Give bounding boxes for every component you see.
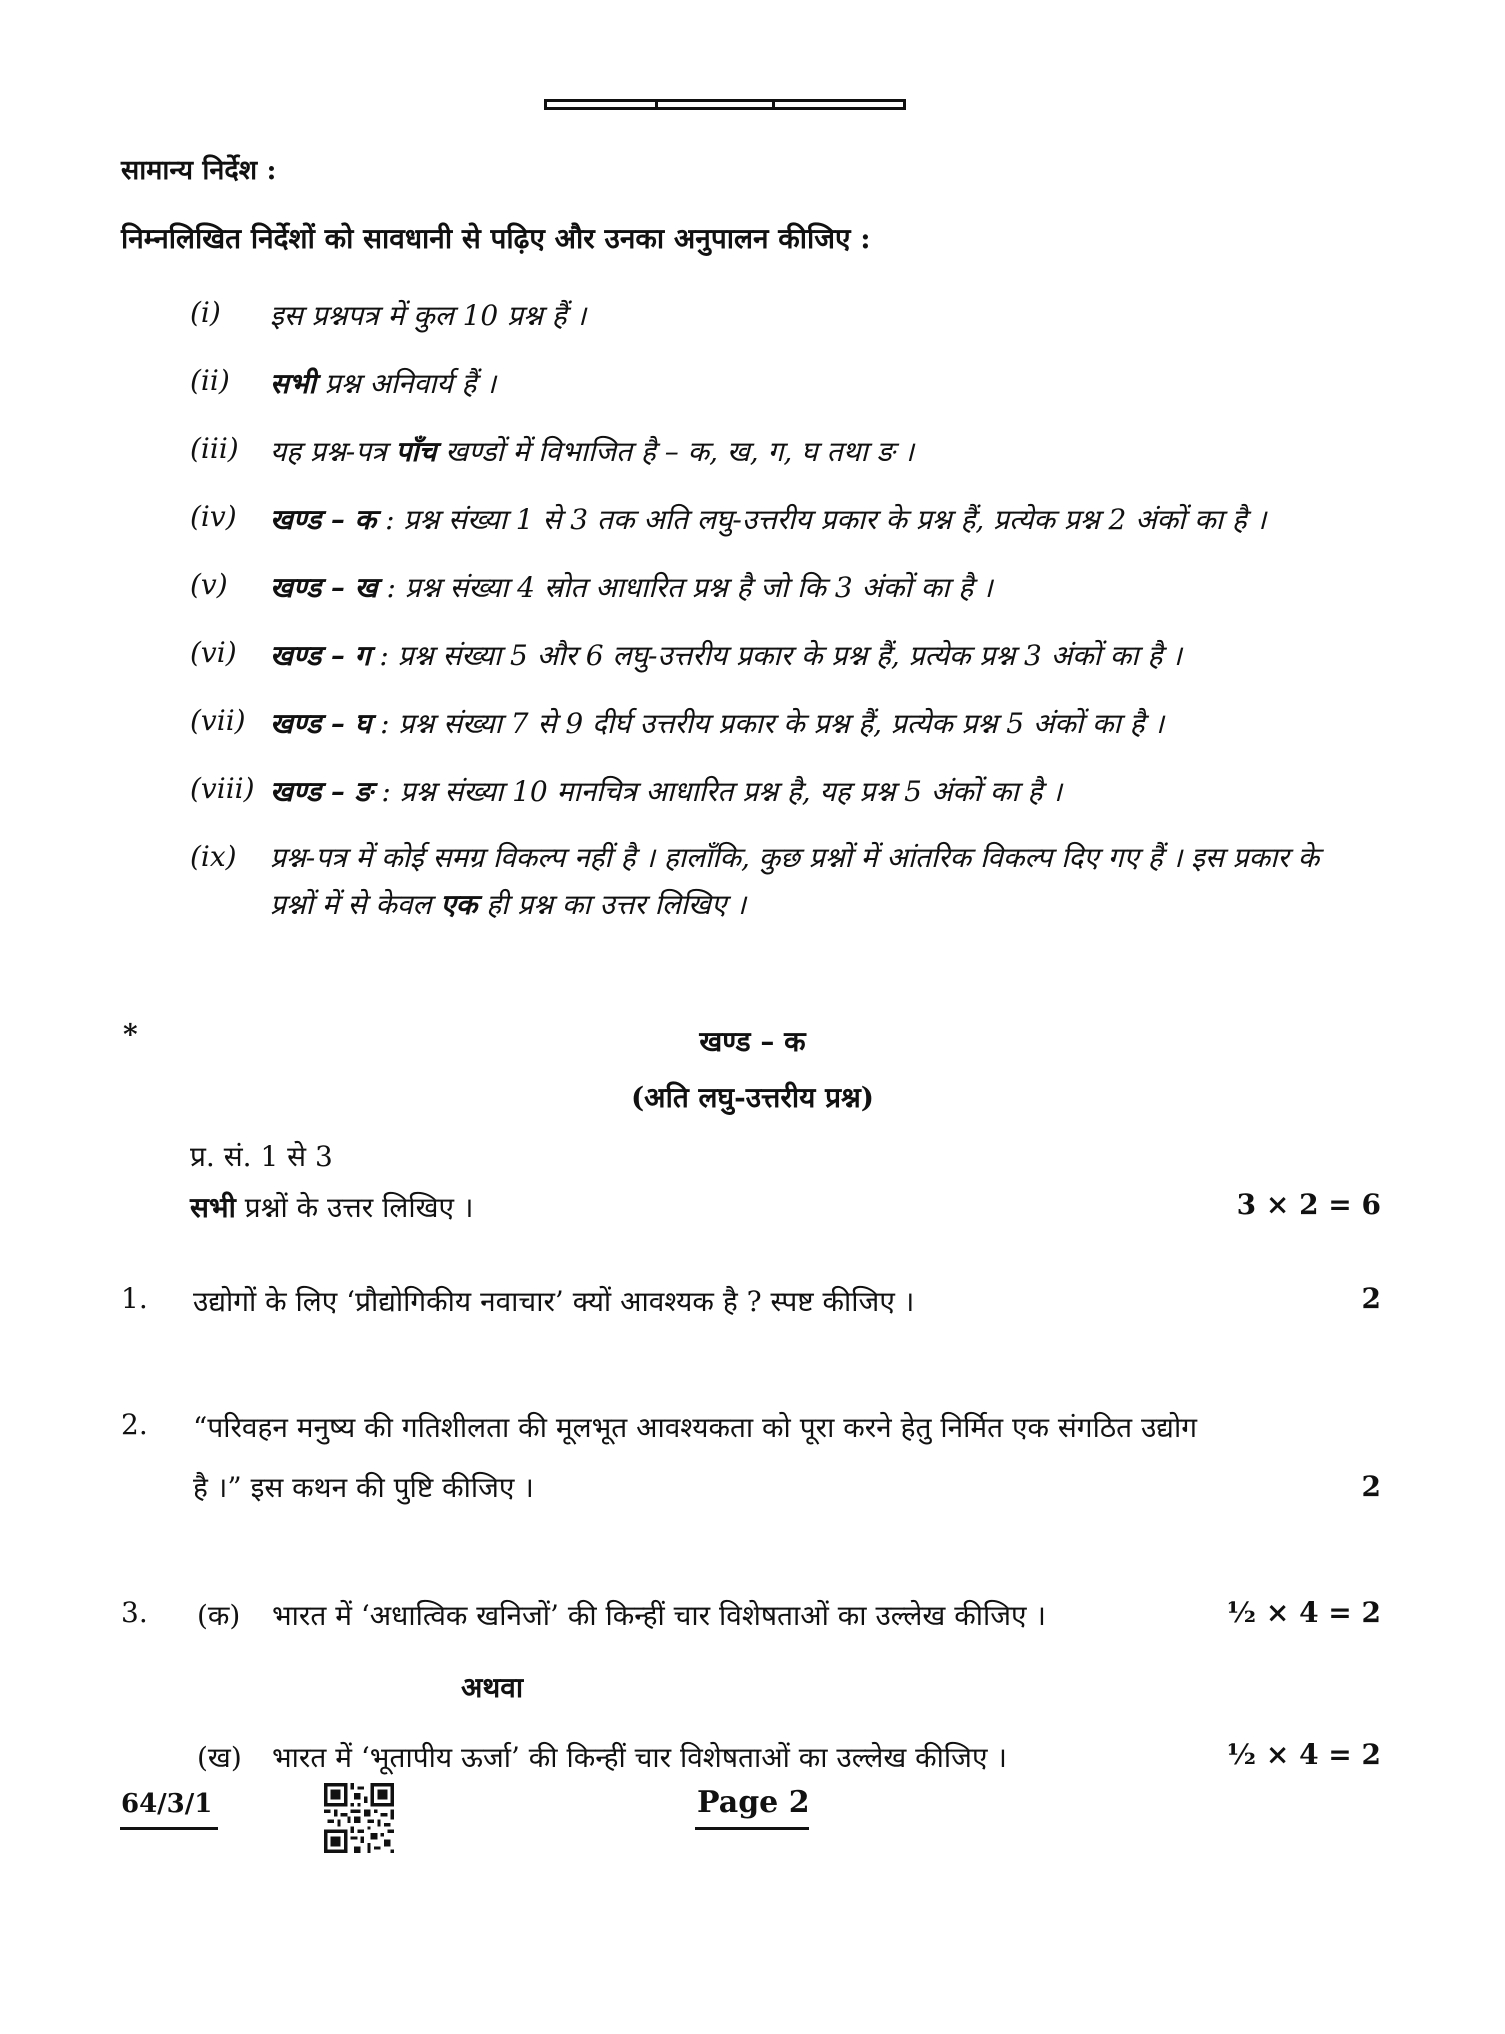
instruction-number: (v) xyxy=(190,568,228,601)
instruction-item xyxy=(190,364,1390,432)
instruction-bold: खण्ड – क xyxy=(270,503,377,536)
instruction-rest: : प्रश्न संख्या 1 से 3 तक अति लघु-उत्तरीय प्रकार के प्रश्न हैं, प्रत्येक प्रश्न 2 अंकों का है । xyxy=(376,503,1267,536)
instruction-text xyxy=(270,636,1182,674)
instruction-rest: : प्रश्न संख्या 10 मानचित्र आधारित प्रश्न है, यह प्रश्न 5 अंकों का है । xyxy=(372,775,1062,808)
instruction-rest: : प्रश्न संख्या 4 स्रोत आधारित प्रश्न है जो कि 3 अंकों का है । xyxy=(377,571,993,604)
instruction-rest: : प्रश्न संख्या 5 और 6 लघु-उत्तरीय प्रकार के प्रश्न हैं, प्रत्येक प्रश्न 3 अंकों का है । xyxy=(370,639,1182,672)
instruction-number: (viii) xyxy=(190,772,255,805)
instruction-bold: खण्ड – घ xyxy=(270,707,372,740)
instruction-bold: सभी xyxy=(270,367,316,400)
instruction-text xyxy=(270,432,914,470)
section-subtitle: (अति लघु-उत्तरीय प्रश्न) xyxy=(630,1081,875,1114)
asterisk-marker: * xyxy=(123,1018,138,1051)
instruction-item xyxy=(190,500,1390,568)
instruction-text xyxy=(270,772,1062,810)
section-note-bold: सभी xyxy=(190,1191,236,1224)
instruction-item xyxy=(190,704,1390,772)
section-note-rest: प्रश्नों के उत्तर लिखिए । xyxy=(235,1191,474,1224)
instruction-rest: प्रश्न-पत्र में कोई समग्र विकल्प नहीं है । हालाँकि, कुछ प्रश्नों में आंतरिक विकल्प दिए गए हैं । इस प्रकार के प्रश्नों में से केवल xyxy=(270,841,1320,921)
instruction-number: (i) xyxy=(190,296,221,329)
header-bar-tick xyxy=(772,99,775,110)
page-number-underline xyxy=(695,1827,809,1830)
question-range: प्र. सं. 1 से 3 xyxy=(190,1140,333,1173)
option-text: भारत में ‘भूतापीय ऊर्जा’ की किन्हीं चार विशेषताओं का उल्लेख कीजिए । xyxy=(272,1741,1007,1774)
general-instructions-intro: निम्नलिखित निर्देशों को सावधानी से पढ़िए और उनका अनुपालन कीजिए : xyxy=(121,222,871,255)
option-label: (क) xyxy=(197,1599,241,1632)
instruction-bold: खण्ड – ङ xyxy=(270,775,373,808)
instruction-number: (ii) xyxy=(190,364,230,397)
instruction-text xyxy=(270,364,496,402)
option-text: भारत में ‘अधात्विक खनिजों’ की किन्हीं चार विशेषताओं का उल्लेख कीजिए । xyxy=(272,1599,1046,1632)
instruction-item xyxy=(190,636,1390,704)
instruction-number: (vi) xyxy=(190,636,237,669)
instruction-item xyxy=(190,296,1390,364)
paper-code-underline xyxy=(120,1827,218,1830)
instruction-item xyxy=(190,772,1390,840)
question-number: 2. xyxy=(121,1408,148,1441)
instruction-text xyxy=(270,568,993,606)
paper-code: 64/3/1 xyxy=(121,1789,213,1819)
general-instructions-title: सामान्य निर्देश : xyxy=(121,155,277,186)
question-number: 3. xyxy=(121,1596,148,1629)
instruction-post: ही प्रश्न का उत्तर लिखिए । xyxy=(477,888,746,921)
page-number: Page 2 xyxy=(697,1785,810,1820)
instruction-pre: यह प्रश्न-पत्र xyxy=(270,435,396,468)
section-total-marks: 3 × 2 = 6 xyxy=(1236,1188,1381,1221)
question-text-line: है ।” इस कथन की पुष्टि कीजिए । xyxy=(193,1471,534,1504)
instruction-number: (iv) xyxy=(190,500,237,533)
instruction-text: इस प्रश्नपत्र में कुल 10 प्रश्न हैं । xyxy=(270,299,587,332)
instruction-rest: खण्डों में विभाजित है – क, ख, ग, घ तथा ङ । xyxy=(436,435,914,468)
option-marks: ½ × 4 = 2 xyxy=(1226,1596,1381,1629)
instruction-number: (iii) xyxy=(190,432,239,465)
instruction-text xyxy=(270,704,1164,742)
section-title: खण्ड – क xyxy=(699,1025,806,1058)
header-bar xyxy=(544,99,906,110)
qr-code-icon xyxy=(324,1783,394,1853)
instructions-list xyxy=(190,296,1390,950)
instruction-rest: : प्रश्न संख्या 7 से 9 दीर्घ उत्तरीय प्रकार के प्रश्न हैं, प्रत्येक प्रश्न 5 अंकों का है । xyxy=(371,707,1165,740)
section-note xyxy=(190,1188,474,1226)
option-marks: ½ × 4 = 2 xyxy=(1226,1738,1381,1771)
instruction-bold: खण्ड – ख xyxy=(270,571,378,604)
instruction-bold: पाँच xyxy=(395,435,437,468)
instruction-item xyxy=(190,432,1390,500)
question-marks: 2 xyxy=(1361,1470,1381,1503)
question-text-line: “परिवहन मनुष्य की गतिशीलता की मूलभूत आवश्यकता को पूरा करने हेतु निर्मित एक संगठित उद्योग xyxy=(193,1411,1197,1444)
instruction-text xyxy=(270,834,1370,928)
question-marks: 2 xyxy=(1361,1282,1381,1315)
instruction-rest: प्रश्न अनिवार्य हैं । xyxy=(315,367,496,400)
option-label: (ख) xyxy=(197,1741,242,1774)
or-separator: अथवा xyxy=(461,1671,524,1704)
instruction-bold: एक xyxy=(440,888,478,921)
instruction-text xyxy=(270,500,1266,538)
instruction-item xyxy=(190,840,1390,950)
instruction-number: (vii) xyxy=(190,704,246,737)
instruction-number: (ix) xyxy=(190,840,237,873)
header-bar-tick xyxy=(655,99,658,110)
instruction-item xyxy=(190,568,1390,636)
instruction-bold: खण्ड – ग xyxy=(270,639,371,672)
question-number: 1. xyxy=(121,1282,148,1315)
question-text: उद्योगों के लिए ‘प्रौद्योगिकीय नवाचार’ क्यों आवश्यक है ? स्पष्ट कीजिए । xyxy=(193,1285,915,1318)
